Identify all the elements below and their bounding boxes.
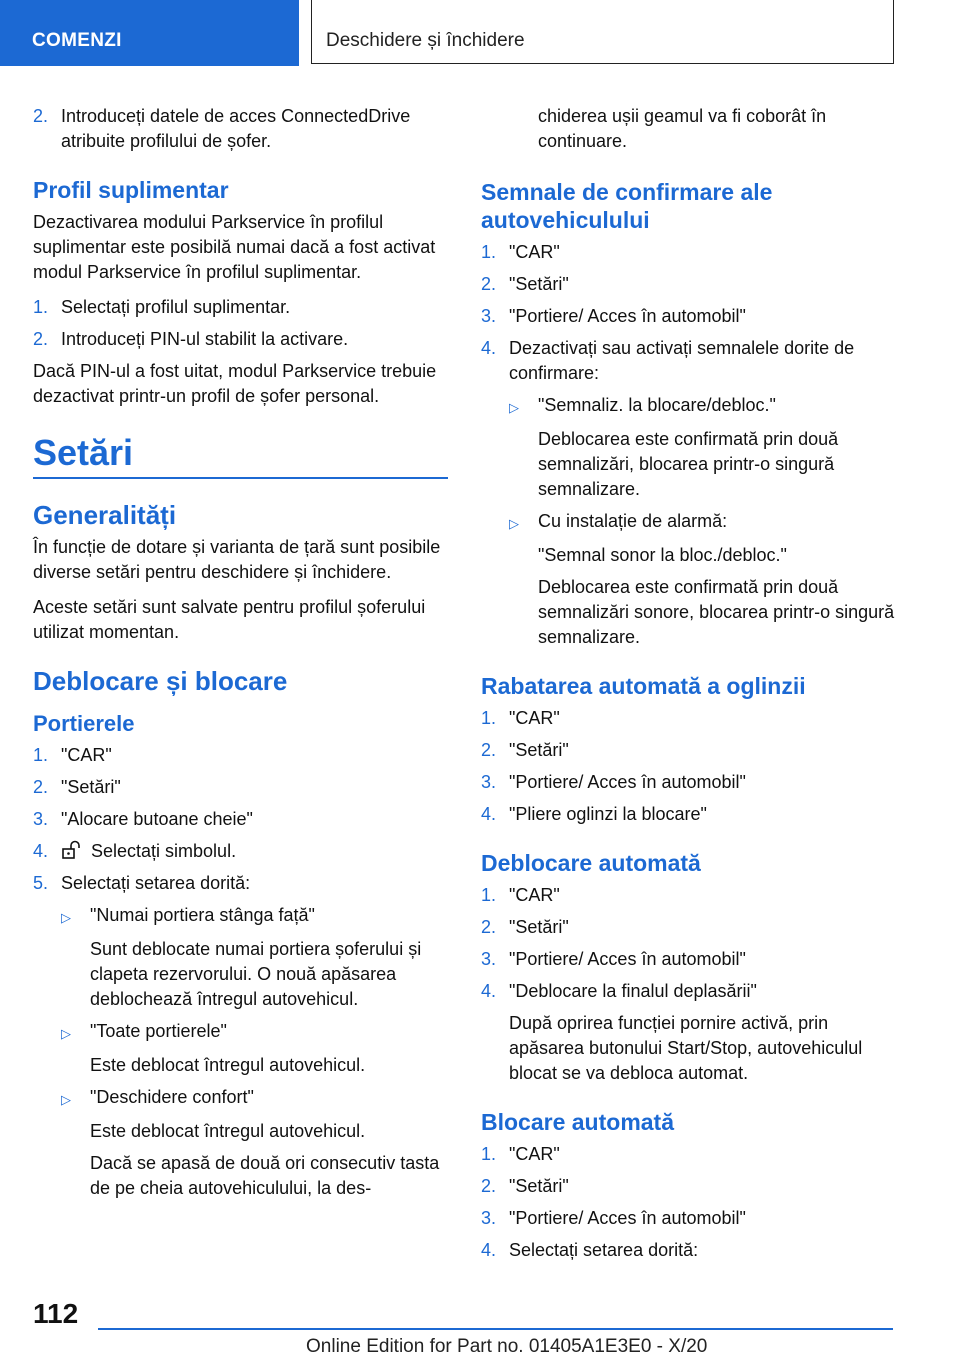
list-number: 2. bbox=[33, 777, 49, 797]
heading-generalitati: Generalități bbox=[33, 500, 177, 530]
triangle-right-icon: ▷ bbox=[61, 910, 71, 925]
list-item bbox=[481, 1174, 896, 1199]
list-text: "Portiere/ Acces în automobil" bbox=[509, 772, 746, 792]
list-text: "CAR" bbox=[61, 745, 112, 765]
list-number: 2. bbox=[481, 740, 497, 760]
page-number: 112 bbox=[33, 1298, 79, 1329]
list-text: Introduceți datele de acces ConnectedDrive atribuite profilului de șofer. bbox=[61, 106, 411, 151]
sub-item-desc: Este deblocat întregul autovehicul. bbox=[90, 1055, 366, 1075]
list-number: 4. bbox=[481, 804, 497, 824]
open-padlock-icon bbox=[61, 840, 83, 860]
list-item bbox=[481, 1142, 896, 1167]
list-text: "CAR" bbox=[509, 708, 560, 728]
list-item bbox=[33, 295, 448, 320]
list-item bbox=[481, 304, 896, 329]
list-number: 3. bbox=[481, 772, 497, 792]
sub-item-label: "Numai portiera stânga față" bbox=[90, 905, 315, 925]
list-number: 1. bbox=[481, 885, 497, 905]
list-text: "CAR" bbox=[509, 885, 560, 905]
chapter-tab bbox=[311, 0, 894, 64]
sub-item-desc: Sunt deblocate numai portiera șoferului și clapeta rezervorului. O nouă apăsarea deblochează întregul autovehicul. bbox=[90, 939, 422, 1009]
list-item bbox=[481, 240, 896, 265]
list-text: "Deblocare la finalul deplasării" bbox=[509, 981, 757, 1001]
sub-item-desc: Deblocarea este confirmată prin două semnalizări sonore, blocarea printr-o singură semnalizare. bbox=[538, 577, 895, 647]
list-number: 4. bbox=[481, 1240, 497, 1260]
sub-item bbox=[61, 903, 448, 930]
list-number: 4. bbox=[33, 841, 49, 861]
list-item bbox=[481, 272, 896, 297]
list-item bbox=[481, 1238, 896, 1263]
sub-item-label: "Deschidere confort" bbox=[90, 1087, 254, 1107]
sub-item bbox=[509, 509, 896, 536]
triangle-right-icon: ▷ bbox=[509, 400, 519, 415]
heading-profil-suplimentar: Profil suplimentar bbox=[33, 177, 229, 203]
list-item bbox=[481, 947, 896, 972]
list-item bbox=[481, 738, 896, 763]
list-text: "Setări" bbox=[509, 274, 569, 294]
continued-text: chiderea ușii geamul va fi coborât în continuare. bbox=[538, 106, 827, 151]
list-number: 1. bbox=[33, 297, 49, 317]
sub-item-label: Cu instalație de alarmă: bbox=[538, 511, 728, 531]
sub-item-desc: Dacă se apasă de două ori consecutiv tasta de pe cheia autovehiculului, la des- bbox=[90, 1153, 440, 1198]
triangle-right-icon: ▷ bbox=[61, 1026, 71, 1041]
sub-item bbox=[509, 393, 896, 420]
list-item bbox=[481, 770, 896, 795]
list-text: Selectați setarea dorită: bbox=[61, 873, 251, 893]
list-item bbox=[481, 1206, 896, 1231]
list-text: Selectați profilul suplimentar. bbox=[61, 297, 291, 317]
sub-item-value: "Semnal sonor la bloc./debloc." bbox=[538, 545, 787, 565]
heading-deblocare-automata: Deblocare automată bbox=[481, 850, 701, 876]
list-text: "Setări" bbox=[509, 917, 569, 937]
heading-blocare-automata: Blocare automată bbox=[481, 1109, 675, 1135]
list-item bbox=[481, 979, 896, 1004]
sub-item-label: "Semnaliz. la blocare/debloc." bbox=[538, 395, 776, 415]
list-number: 1. bbox=[481, 1144, 497, 1164]
section-title-setari: Setări bbox=[33, 432, 134, 473]
section-tab bbox=[0, 0, 299, 66]
list-text: "Pliere oglinzi la blocare" bbox=[509, 804, 707, 824]
list-item bbox=[33, 327, 448, 352]
heading-semnale-confirmare: Semnale de confirmare ale autovehiculului bbox=[481, 179, 773, 233]
list-number: 3. bbox=[481, 1208, 497, 1228]
title-underline bbox=[33, 477, 448, 479]
list-number: 4. bbox=[481, 981, 497, 1001]
list-item bbox=[33, 871, 448, 896]
list-item bbox=[481, 706, 896, 731]
list-number: 2. bbox=[33, 106, 49, 126]
list-number: 1. bbox=[481, 242, 497, 262]
list-number: 3. bbox=[481, 306, 497, 326]
list-text: Introduceți PIN-ul stabilit la activare. bbox=[61, 329, 349, 349]
list-text-with-icon bbox=[61, 839, 448, 864]
footer-divider bbox=[98, 1328, 893, 1330]
list-text: "Portiere/ Acces în automobil" bbox=[509, 306, 746, 326]
paragraph: În funcție de dotare și varianta de țară sunt posibile diverse setări pentru deschidere și închidere. bbox=[33, 537, 441, 582]
sub-item bbox=[61, 1019, 448, 1046]
list-item-desc: După oprirea funcției pornire activă, prin apăsarea butonului Start/Stop, autovehiculul blocat se va debloca automat. bbox=[509, 1013, 863, 1083]
list-number: 2. bbox=[481, 917, 497, 937]
list-number: 4. bbox=[481, 338, 497, 358]
list-text: "Setări" bbox=[509, 1176, 569, 1196]
list-number: 1. bbox=[33, 745, 49, 765]
sub-item-desc: Este deblocat întregul autovehicul. bbox=[90, 1121, 366, 1141]
paragraph: Dezactivarea modului Parkservice în profilul suplimentar este posibilă numai dacă a fost activat modul Parkservice în profilul suplimentar. bbox=[33, 212, 436, 282]
heading-portierele: Portierele bbox=[33, 711, 135, 736]
list-item bbox=[481, 802, 896, 827]
list-text: Selectați simbolul. bbox=[91, 841, 237, 861]
triangle-right-icon: ▷ bbox=[509, 516, 519, 531]
list-item bbox=[33, 743, 448, 768]
footer-edition: Online Edition for Part no. 01405A1E3E0 - X/20 bbox=[306, 1336, 708, 1357]
list-number: 2. bbox=[481, 1176, 497, 1196]
list-item bbox=[481, 883, 896, 908]
list-text: "Portiere/ Acces în automobil" bbox=[509, 949, 746, 969]
list-text: "Setări" bbox=[61, 777, 121, 797]
list-number: 5. bbox=[33, 873, 49, 893]
list-item bbox=[33, 104, 448, 154]
list-number: 2. bbox=[481, 274, 497, 294]
right-column bbox=[481, 104, 896, 1270]
list-number: 3. bbox=[33, 809, 49, 829]
list-text: Selectați setarea dorită: bbox=[509, 1240, 699, 1260]
heading-deblocare-blocare: Deblocare și blocare bbox=[33, 666, 288, 696]
sub-item-label: "Toate portierele" bbox=[90, 1021, 227, 1041]
paragraph: Aceste setări sunt salvate pentru profilul șoferului utilizat momentan. bbox=[33, 597, 426, 642]
section-tab-label: COMENZI bbox=[32, 30, 122, 51]
list-number: 2. bbox=[33, 329, 49, 349]
list-text: "Portiere/ Acces în automobil" bbox=[509, 1208, 746, 1228]
triangle-right-icon: ▷ bbox=[61, 1092, 71, 1107]
list-item bbox=[33, 775, 448, 800]
list-text: "Alocare butoane cheie" bbox=[61, 809, 253, 829]
list-item bbox=[33, 839, 448, 864]
list-text: "CAR" bbox=[509, 242, 560, 262]
list-number: 3. bbox=[481, 949, 497, 969]
list-item bbox=[481, 915, 896, 940]
list-text: "Setări" bbox=[509, 740, 569, 760]
sub-item bbox=[61, 1085, 448, 1112]
left-column bbox=[33, 104, 448, 1208]
list-item bbox=[33, 807, 448, 832]
heading-rabatare-oglinzi: Rabatarea automată a oglinzii bbox=[481, 673, 806, 699]
list-item bbox=[481, 336, 896, 386]
list-number: 1. bbox=[481, 708, 497, 728]
paragraph: Dacă PIN-ul a fost uitat, modul Parkservice trebuie dezactivat printr-un profil de șofer personal. bbox=[33, 361, 437, 406]
chapter-tab-label: Deschidere și închidere bbox=[326, 30, 525, 51]
list-text: "CAR" bbox=[509, 1144, 560, 1164]
list-text: Dezactivați sau activați semnalele dorite de confirmare: bbox=[509, 338, 855, 383]
sub-item-desc: Deblocarea este confirmată prin două semnalizări, blocarea printr-o singură semnalizare. bbox=[538, 429, 839, 499]
